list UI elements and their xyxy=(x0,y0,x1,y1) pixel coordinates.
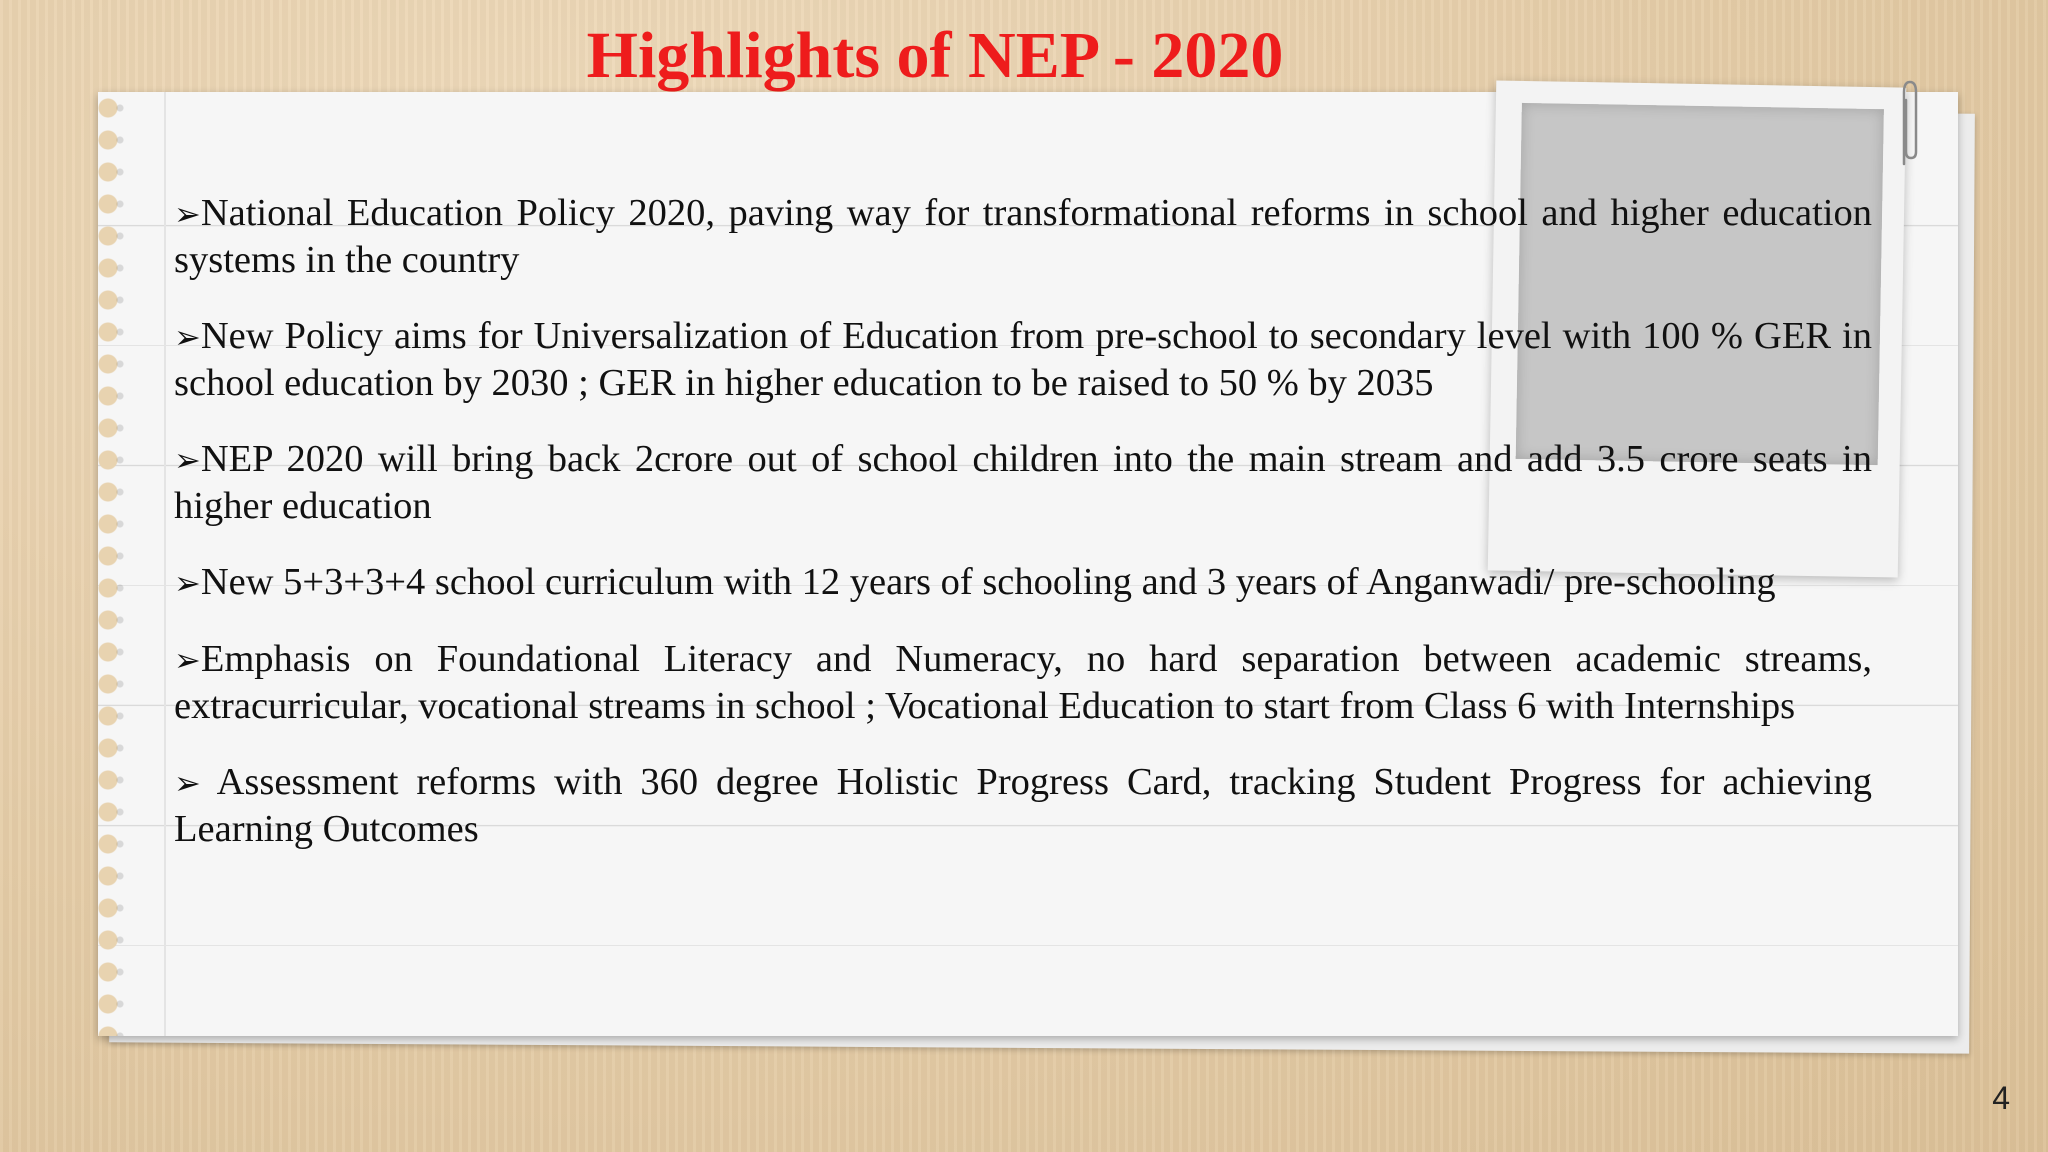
slide-title: Highlights of NEP - 2020 xyxy=(586,19,1284,92)
arrow-bullet-icon: ➢ xyxy=(174,764,201,802)
bullet-text: Assessment reforms with 360 degree Holistic Progress Card, tracking Student Progress for achieving Learning Outcomes xyxy=(174,761,1872,850)
bullet-text: New Policy aims for Universalization of Education from pre-school to secondary level with 100 % GER in school education by 2030 ; GER in higher education to be raised to 50 % by 2035 xyxy=(174,315,1872,404)
arrow-bullet-icon: ➢ xyxy=(174,441,201,479)
paperclip-icon xyxy=(1896,78,1922,170)
bullet-item xyxy=(174,436,1872,529)
bullet-list xyxy=(174,190,1872,882)
bullet-item xyxy=(174,559,1872,606)
bullet-item xyxy=(174,313,1872,406)
paper-holes xyxy=(110,92,130,1036)
arrow-bullet-icon: ➢ xyxy=(174,564,201,602)
bullet-text: Emphasis on Foundational Literacy and Numeracy, no hard separation between academic streams, extracurricular, vocational streams in school ; Vocational Education to start from Class 6 with Internships xyxy=(174,638,1872,727)
margin-line xyxy=(164,92,166,1036)
bullet-item xyxy=(174,190,1872,283)
bullet-text: New 5+3+3+4 school curriculum with 12 years of schooling and 3 years of Anganwadi/ pre-schooling xyxy=(200,561,1776,603)
bullet-text: NEP 2020 will bring back 2crore out of school children into the main stream and add 3.5 crore seats in higher education xyxy=(174,438,1872,527)
page-number: 4 xyxy=(1992,1080,2010,1116)
arrow-bullet-icon: ➢ xyxy=(174,641,201,679)
arrow-bullet-icon: ➢ xyxy=(174,318,201,356)
bullet-item xyxy=(174,759,1872,852)
arrow-bullet-icon: ➢ xyxy=(174,195,201,233)
bullet-text: National Education Policy 2020, paving way for transformational reforms in school and higher education systems in the country xyxy=(174,192,1872,281)
bullet-item xyxy=(174,636,1872,729)
